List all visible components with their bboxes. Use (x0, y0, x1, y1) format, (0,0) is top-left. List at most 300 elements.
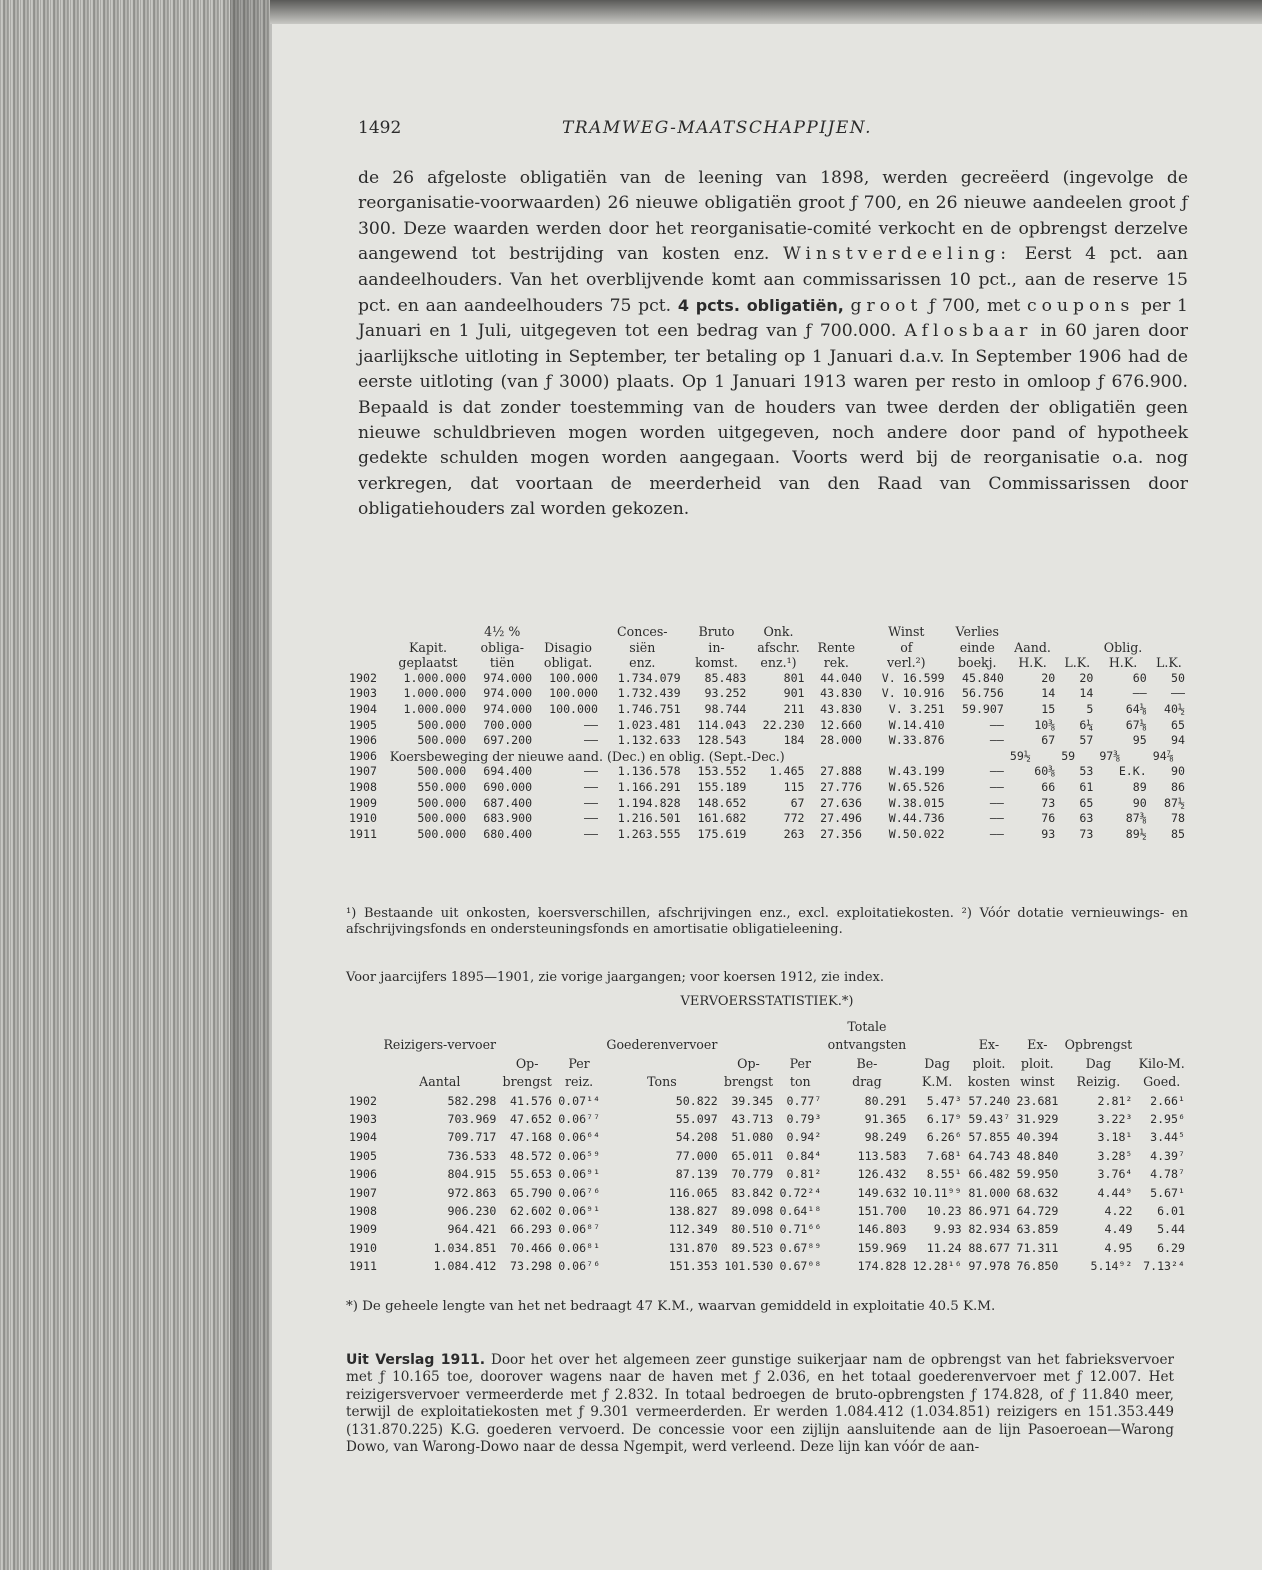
koers-text: Koersbeweging der nieuwe aand. (Dec.) en oblig. (Sept.-Dec.) (389, 748, 785, 764)
table-cell: 85 (1171, 826, 1185, 841)
table-row (346, 686, 1188, 702)
header-cell: Disagio (544, 639, 592, 655)
table-cell: 736.533 (447, 1148, 497, 1163)
header-cell: Conces- (617, 624, 668, 639)
table-cell: 22.230 (762, 717, 805, 732)
table-row (346, 827, 1188, 843)
header-cell (346, 1036, 380, 1054)
table-cell: 12.660 (820, 717, 863, 732)
table-cell: —— (989, 717, 1004, 732)
table-cell: 14 (1041, 686, 1056, 701)
table-cell: 70.779 (731, 1167, 774, 1182)
header-cell: in- (708, 639, 725, 655)
header-cell: Onk. (763, 624, 794, 639)
header-cell: reiz. (564, 1074, 594, 1090)
table-cell: 56.756 (961, 686, 1004, 701)
header-cell: L.K. (1064, 655, 1091, 671)
table-cell: —— (989, 826, 1004, 841)
header-cell (808, 624, 865, 640)
header-cell (555, 1018, 603, 1036)
table-cell: 23.681 (1016, 1093, 1059, 1108)
table-cell: 50.822 (675, 1093, 718, 1108)
header-cell (1061, 1018, 1135, 1036)
table-cell: 4.22 (1104, 1204, 1133, 1219)
table-cell: 12.28¹⁶ (912, 1259, 962, 1274)
table-row (346, 1257, 1188, 1275)
header-cell: Rente (817, 639, 856, 655)
table-cell: 27.776 (820, 779, 863, 794)
table-cell: 5.47³ (926, 1093, 962, 1108)
table-cell: 115 (783, 779, 805, 794)
table-cell: 27.888 (820, 764, 863, 779)
table-cell: 1.136.578 (617, 764, 681, 779)
table-cell: 1.084.412 (433, 1259, 497, 1274)
table-cell: 64.729 (1016, 1204, 1059, 1219)
table-cell: 906.230 (447, 1204, 497, 1219)
table-cell: 39.345 (731, 1093, 774, 1108)
header-cell (1013, 1018, 1061, 1036)
table-cell: 1.263.555 (617, 826, 681, 841)
table-cell: 116.065 (668, 1185, 718, 1200)
table-cell: 43.713 (731, 1112, 774, 1127)
table-cell: 0.06⁷⁶ (558, 1259, 601, 1274)
table-cell: 1907 (349, 1185, 377, 1200)
table-cell: 80.510 (731, 1222, 774, 1237)
footnote-1: ¹) Bestaande uit onkosten, koersverschillen, afschrijvingen enz., excl. exploitatiekosten. ²) Vóór dotatie vernieuwings- en afschrijvingsfonds en ondersteuningsfonds en amortisatie obligatieleening. (346, 906, 1188, 938)
header-cell (346, 1055, 380, 1073)
table-cell: 4.39⁷ (1150, 1148, 1185, 1163)
top-page-edge (270, 0, 1262, 24)
header-cell: winst (1020, 1074, 1055, 1090)
table-cell: 6¼ (1079, 717, 1094, 732)
table-cell: 94⅞ (1152, 748, 1174, 763)
header-row (346, 1036, 1188, 1054)
table-cell: 66 (1041, 779, 1056, 794)
table-cell: 27.496 (820, 811, 863, 826)
table-cell: W.50.022 (888, 826, 945, 841)
table-cell: 88.677 (968, 1240, 1011, 1255)
table-cell: W.43.199 (888, 764, 945, 779)
header-cell: Op- (737, 1055, 760, 1071)
table-row (346, 1239, 1188, 1257)
table-cell: 801 (783, 670, 805, 685)
header-cell: L.K. (1155, 655, 1182, 671)
table-row (346, 764, 1188, 780)
table-cell: 0.64¹⁸ (779, 1204, 822, 1219)
table-cell: —— (1132, 686, 1147, 701)
table-cell: 1.746.751 (617, 701, 681, 716)
table-cell: 40½ (1164, 701, 1185, 716)
table-row (346, 1092, 1188, 1110)
table-cell: 500.000 (417, 764, 467, 779)
header-cell (721, 1018, 777, 1036)
header-cell (776, 1036, 824, 1054)
header-cell (555, 1036, 603, 1054)
header-cell (1150, 624, 1188, 640)
header-cell: Kilo-M. (1138, 1055, 1185, 1071)
table-cell: 86 (1171, 779, 1185, 794)
table-cell: 27.356 (820, 826, 863, 841)
vervoer-table (346, 1018, 1188, 1276)
table-cell: 0.71⁶⁶ (779, 1222, 822, 1237)
table-cell: 974.000 (483, 686, 533, 701)
header-cell: Tons (647, 1074, 677, 1090)
intro-text-4: per 1 Januari en 1 Juli, uitgegeven tot een bedrag van ƒ 700.000. (358, 296, 1188, 342)
table-cell: 77.000 (675, 1148, 718, 1163)
table-cell: 89.523 (731, 1240, 774, 1255)
table-cell: 0.06⁹¹ (558, 1204, 601, 1219)
table-cell: 62.602 (510, 1204, 552, 1219)
table-cell: W.14.410 (888, 717, 945, 732)
page-number: 1492 (358, 118, 402, 138)
header-cell: geplaatst (398, 655, 458, 671)
table-cell: 50 (1171, 670, 1185, 685)
table-cell: V. 16.599 (881, 670, 945, 685)
header-row (346, 640, 1188, 656)
table-cell: 5 (1086, 701, 1094, 716)
table-cell: 0.79³ (786, 1112, 822, 1127)
header-cell (499, 1036, 555, 1054)
header-cell: ploit. (972, 1055, 1006, 1071)
table-cell: 2.95⁶ (1150, 1112, 1185, 1127)
header-cell: drag (852, 1074, 882, 1090)
table-row (346, 780, 1188, 796)
header-cell: H.K. (1108, 655, 1138, 671)
running-title: TRAMWEG-MAATSCHAPPIJEN. (562, 118, 872, 138)
table-cell: 59.43⁷ (968, 1112, 1011, 1127)
header-cell: Aand. (1014, 639, 1051, 655)
table-cell: 14 (1079, 686, 1094, 701)
table-cell: 80.291 (864, 1093, 907, 1108)
table-row (346, 1147, 1188, 1165)
header-cell (1135, 1036, 1188, 1054)
table-cell: 1910 (349, 1240, 377, 1255)
header-cell: tiën (489, 655, 515, 671)
table-cell: 0.06⁵⁹ (558, 1148, 601, 1163)
table-cell: 100.000 (549, 686, 598, 701)
table-cell: 98.744 (704, 701, 747, 716)
table-cell: 184 (783, 733, 805, 748)
table-cell: 78 (1171, 811, 1185, 826)
table-cell: 70.466 (510, 1240, 552, 1255)
table-cell: 93 (1041, 826, 1056, 841)
table-cell: 0.67⁰⁸ (779, 1259, 822, 1274)
table-cell: 67 (1041, 733, 1056, 748)
table-cell: E.K. (1118, 764, 1147, 779)
table-cell: 4.44⁹ (1097, 1185, 1133, 1200)
table-cell: 1904 (349, 701, 377, 716)
table-cell: 8.55¹ (926, 1167, 962, 1182)
header-row (346, 624, 1188, 640)
table-cell: 1907 (349, 764, 377, 779)
table-cell: W.44.736 (888, 811, 945, 826)
table-cell: 4.49 (1104, 1222, 1133, 1237)
table-cell: 3.22³ (1097, 1112, 1133, 1127)
table-cell: 1.000.000 (403, 686, 467, 701)
table-cell: 89.098 (731, 1204, 774, 1219)
table-cell: 10.23 (926, 1204, 962, 1219)
table-cell: 0.72²⁴ (779, 1185, 822, 1200)
table-cell: 175.619 (697, 826, 747, 841)
table-cell: 151.353 (668, 1259, 718, 1274)
table-cell: 73 (1079, 826, 1094, 841)
aflosbaar-label: Aflosbaar (904, 321, 1033, 342)
header-cell: obligat. (543, 655, 593, 671)
table-cell: 76 (1041, 811, 1056, 826)
table-cell: 59½ (1009, 748, 1031, 763)
table-cell: 1903 (349, 686, 377, 701)
header-cell: enz. (629, 655, 656, 671)
header-cell (1096, 624, 1149, 640)
table-cell: 65.790 (510, 1185, 552, 1200)
table-cell: 60⅜ (1034, 764, 1056, 779)
table-cell: 73 (1041, 795, 1056, 810)
table-cell: 100.000 (549, 670, 598, 685)
table-cell: 73.298 (510, 1259, 552, 1274)
table-cell: 81.000 (968, 1185, 1011, 1200)
table-cell: 1.194.828 (617, 795, 681, 810)
table-cell: 0.06⁷⁶ (558, 1185, 601, 1200)
table-cell: 1905 (349, 717, 377, 732)
table-cell: 159.969 (857, 1240, 907, 1255)
table-row (346, 1110, 1188, 1128)
table-cell: 28.000 (820, 733, 863, 748)
table-cell: 683.900 (483, 811, 533, 826)
table-cell: —— (989, 811, 1004, 826)
table-row (346, 796, 1188, 812)
table-cell: 1906 (349, 748, 377, 763)
table-row (346, 1220, 1188, 1238)
table-cell: 114.043 (697, 717, 747, 732)
header-cell (535, 624, 601, 640)
header-cell: Per (568, 1055, 590, 1071)
intro-text-2: Eerst 4 pct. aan aandeelhouders. Van het overblijvende komt aan commissarissen 10 pct., aan de reserve 15 pct. en aan aandeelhouders 75 pct. (358, 244, 1188, 317)
table-cell: 211 (783, 701, 805, 716)
header-cell: 4½ % (484, 624, 521, 639)
intro-text-3: ƒ 700, met (928, 296, 1021, 317)
table-cell: 43.830 (820, 701, 863, 716)
table-cell: 1.734.079 (617, 670, 681, 685)
header-cell: Be- (856, 1055, 878, 1071)
table-cell: 43.830 (820, 686, 863, 701)
header-cell: ploit. (1020, 1055, 1054, 1071)
table-cell: 40.394 (1016, 1130, 1059, 1145)
header-cell: Reizig. (1076, 1074, 1121, 1090)
table-cell: 54.208 (675, 1130, 718, 1145)
table-cell: 155.189 (697, 779, 747, 794)
report-label: Uit Verslag 1911. (346, 1352, 486, 1368)
header-cell (1150, 640, 1188, 656)
header-cell: Oblig. (1103, 639, 1143, 655)
header-cell (721, 1036, 777, 1054)
table-cell: 1911 (349, 826, 377, 841)
table-cell: —— (584, 717, 598, 732)
header-cell: ton (789, 1074, 811, 1090)
table-cell: 9.93 (933, 1222, 962, 1237)
header-cell: Aantal (419, 1074, 461, 1090)
table-cell: 76.850 (1016, 1259, 1059, 1274)
table-cell: 703.969 (447, 1112, 497, 1127)
header-cell: Op- (515, 1055, 539, 1071)
table-cell: 0.06⁶⁴ (558, 1130, 601, 1145)
table-cell: 65.011 (731, 1148, 774, 1163)
table-cell: 2.81² (1097, 1093, 1133, 1108)
header-cell (380, 1018, 499, 1036)
table-cell: 45.840 (961, 670, 1004, 685)
table-cell: 2.66¹ (1150, 1093, 1185, 1108)
table-cell: 1.034.851 (433, 1240, 497, 1255)
table-cell: 1.465 (769, 764, 805, 779)
table-cell: 1908 (349, 779, 377, 794)
table-cell: —— (584, 811, 598, 826)
header-cell (387, 624, 470, 640)
table-cell: 3.44⁵ (1150, 1130, 1185, 1145)
vervoer-footnote: *) De geheele lengte van het net bedraagt 47 K.M., waarvan gemiddeld in exploitatie 40.5 K.M. (346, 1299, 996, 1314)
table-cell: 690.000 (483, 779, 533, 794)
table-cell: 500.000 (417, 733, 467, 748)
table-cell: 0.81² (786, 1167, 822, 1182)
table-cell: 128.543 (697, 733, 747, 748)
obligaties-label: 4 pcts. obligatiën, (677, 296, 844, 316)
header-cell (776, 1018, 824, 1036)
header-cell (346, 640, 387, 656)
table-cell: 82.934 (968, 1222, 1011, 1237)
table-cell: 1906 (349, 1167, 377, 1182)
header-row (346, 1055, 1188, 1073)
intro-paragraph (358, 166, 1188, 523)
table-cell: 5.44 (1157, 1222, 1185, 1237)
table-cell: 131.870 (668, 1240, 718, 1255)
table-cell: 67⅛ (1125, 717, 1147, 732)
table-cell: 93.252 (704, 686, 747, 701)
table-cell: 47.652 (510, 1112, 552, 1127)
table-cell: 20 (1041, 670, 1056, 685)
table-cell: 1.166.291 (617, 779, 681, 794)
header-cell: Verlies (955, 624, 999, 639)
table-cell: 1.000.000 (403, 701, 467, 716)
header-cell (965, 1018, 1014, 1036)
table-cell: 126.432 (857, 1167, 907, 1182)
table-cell: 1911 (349, 1259, 377, 1274)
table-cell: 1910 (349, 811, 377, 826)
table-cell: 1902 (349, 670, 377, 685)
header-cell: Goederenvervoer (606, 1037, 718, 1053)
table-cell: 1905 (349, 1148, 377, 1163)
table-cell: 1909 (349, 795, 377, 810)
header-cell (603, 1018, 721, 1036)
table-cell: 112.349 (668, 1222, 718, 1237)
table-cell: 101.530 (724, 1259, 774, 1274)
table-cell: W.38.015 (888, 795, 945, 810)
table-cell: 66.293 (510, 1222, 552, 1237)
intro-text-1: de 26 afgeloste obligatiën van de leening van 1898, werden gecreëerd (ingevolge de reorganisatie-voorwaarden) 26 nieuwe obligatiën groot ƒ 700, en 26 nieuwe aandeelen groot ƒ 300. Deze waarden werden door het reorganisatie-comité verkocht en de opbrengst derzelve aangewend tot bestrijding van kosten enz. (358, 168, 1188, 265)
table-cell: 0.06⁷⁷ (558, 1112, 601, 1127)
header-row (346, 1073, 1188, 1091)
header-cell: Ex- (1027, 1037, 1048, 1053)
table-cell: 63 (1079, 811, 1094, 826)
table-cell: 6.26⁶ (926, 1130, 962, 1145)
table-cell: —— (1171, 686, 1185, 701)
table-cell: 550.000 (417, 779, 467, 794)
header-row (346, 1018, 1188, 1036)
table-cell: 500.000 (417, 826, 467, 841)
winstverdeeling-label: Winstverdeeling: (783, 244, 1012, 265)
header-cell (346, 624, 387, 640)
header-cell: K.M. (921, 1074, 953, 1090)
footnote-2: Voor jaarcijfers 1895—1901, zie vorige jaargangen; voor koersen 1912, zie index. (346, 970, 884, 985)
table-cell: 7.13²⁴ (1143, 1259, 1185, 1274)
table-cell: 7.68¹ (926, 1148, 962, 1163)
table-cell: 804.915 (447, 1167, 497, 1182)
table-cell: 772 (783, 811, 805, 826)
header-cell: enz.¹) (760, 655, 797, 671)
table-row (346, 811, 1188, 827)
header-cell: Per (789, 1055, 811, 1071)
table-cell: 901 (783, 686, 805, 701)
table-cell: 15 (1041, 701, 1056, 716)
table-row (346, 1202, 1188, 1220)
table-cell: 51.080 (731, 1130, 774, 1145)
table-cell: W.33.876 (888, 733, 945, 748)
table-cell: 63.859 (1016, 1222, 1059, 1237)
header-cell (1135, 1018, 1188, 1036)
table-cell: 71.311 (1016, 1240, 1059, 1255)
table-cell: —— (584, 764, 598, 779)
table-cell: 41.576 (510, 1093, 552, 1108)
header-cell: of (900, 639, 913, 655)
table-cell: 53 (1079, 764, 1094, 779)
table-cell: 5.14⁹² (1090, 1259, 1133, 1274)
table-cell: —— (584, 795, 598, 810)
header-cell: Dag (924, 1055, 950, 1071)
table-cell: 4.95 (1104, 1240, 1133, 1255)
header-cell (1058, 624, 1096, 640)
table-cell: 31.929 (1016, 1112, 1059, 1127)
table-cell: 1904 (349, 1130, 377, 1145)
table-cell: 0.06⁹¹ (558, 1167, 601, 1182)
table-row (346, 702, 1188, 718)
report-paragraph (346, 1352, 1174, 1456)
table-cell: 98.249 (864, 1130, 907, 1145)
table-cell: 0.07¹⁴ (558, 1093, 601, 1108)
table-cell: 55.653 (510, 1167, 552, 1182)
table-cell: 1906 (349, 733, 377, 748)
table-cell: V. 3.251 (888, 701, 945, 716)
report-text: Door het over het algemeen zeer gunstige suikerjaar nam de opbrengst van het fabrieksvervoer met ƒ 10.165 toe, doorover wagens naar de haven met ƒ 2.036, en het totaal goederenvervoer met ƒ 12.007. Het reizigersvervoer vermeerderde met ƒ 2.832. In totaal bedroegen de bruto-opbrengsten ƒ 174.828, of ƒ 11.840 meer, terwijl de exploitatiekosten met ƒ 9.301 vermeerderden. Er werden 1.084.412 (1.034.851) reizigers en 151.353.449 (131.870.225) K.G. goederen vervoerd. De concessie voor een zijlijn aansluitende aan de lijn Pasoeroean—Warong Dowo, van Warong-Dowo naar de dessa Ngempit, werd verleend. Deze lijn kan vóór de aan- (346, 1352, 1174, 1456)
table-cell: 68.632 (1016, 1185, 1059, 1200)
table-cell: 47.168 (510, 1130, 552, 1145)
header-cell: komst. (695, 655, 738, 671)
table-cell: 1.132.633 (617, 733, 681, 748)
table-cell: 1.732.439 (617, 686, 681, 701)
table-cell: 1909 (349, 1222, 377, 1237)
table-cell: 582.298 (447, 1093, 497, 1108)
header-cell: H.K. (1018, 655, 1047, 671)
table-cell: 3.28⁵ (1097, 1148, 1133, 1163)
table-cell: 0.06⁸⁷ (558, 1222, 601, 1237)
table-cell: —— (584, 733, 598, 748)
table-cell: —— (989, 764, 1004, 779)
table-cell: 59.950 (1016, 1167, 1059, 1182)
header-cell (909, 1036, 964, 1054)
table-cell: 6.29 (1157, 1240, 1185, 1255)
table-cell: 90 (1171, 764, 1185, 779)
table-cell: 94 (1171, 733, 1185, 748)
header-cell: kosten (967, 1074, 1011, 1090)
table-cell: 263 (783, 826, 805, 841)
table-cell: 57.855 (968, 1130, 1011, 1145)
groot-label: groot (850, 296, 923, 317)
